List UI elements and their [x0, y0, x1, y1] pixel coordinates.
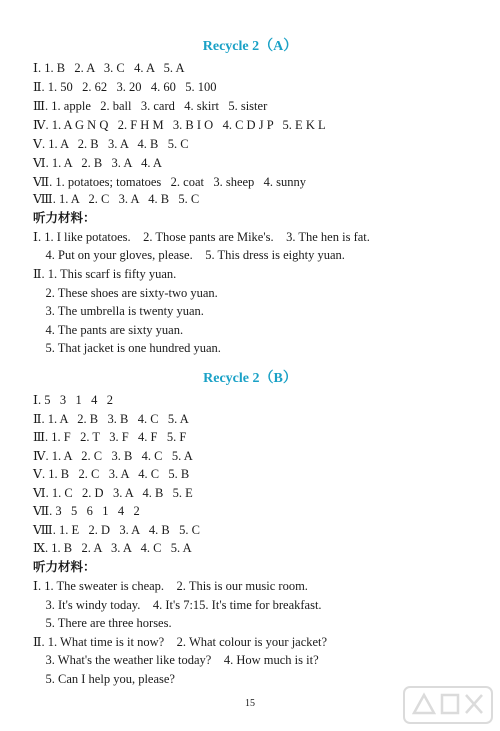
section-a-answer-7: Ⅶ. 1. potatoes; tomatoes 2. coat 3. sheep 4. sunny — [33, 175, 307, 189]
watermark-logo-icon — [402, 683, 494, 727]
section-a-listening-line: Ⅱ. 1. This scarf is fifty yuan. — [33, 267, 177, 281]
section-a-listening-line: 2. These shoes are sixty-two yuan. — [33, 286, 218, 300]
section-a-answer-6: Ⅵ. 1. A 2. B 3. A 4. A — [33, 156, 162, 170]
section-b-answer-4: Ⅳ. 1. A 2. C 3. B 4. C 5. A — [33, 449, 193, 463]
section-a-title: Recycle 2（A） — [202, 39, 298, 54]
section-b-listening-header: 听力材料： — [33, 559, 96, 574]
section-b-answer-1: Ⅰ. 5 3 1 4 2 — [33, 393, 113, 407]
section-a-listening-line: 4. The pants are sixty yuan. — [33, 323, 184, 337]
section-a-answer-1: Ⅰ. 1. B 2. A 3. C 4. A 5. A — [33, 61, 185, 75]
section-b-answer-8: Ⅷ. 1. E 2. D 3. A 4. B 5. C — [33, 523, 200, 537]
section-b-listening-line: 5. There are three horses. — [33, 616, 172, 630]
section-b-answer-7: Ⅶ. 3 5 6 1 4 2 — [33, 504, 140, 518]
section-b-listening-line: Ⅰ. 1. The sweater is cheap. 2. This is our music room. — [33, 579, 308, 593]
section-a-answer-8: Ⅷ. 1. A 2. C 3. A 4. B 5. C — [33, 192, 200, 206]
section-b-answer-5: Ⅴ. 1. B 2. C 3. A 4. C 5. B — [33, 467, 190, 481]
section-a-answer-5: Ⅴ. 1. A 2. B 3. A 4. B 5. C — [33, 137, 189, 151]
section-a-listening-header: 听力材料： — [33, 210, 96, 225]
section-a-answer-3: Ⅲ. 1. apple 2. ball 3. card 4. skirt 5. sister — [33, 99, 268, 113]
section-b-listening-line: 3. It's windy today. 4. It's 7:15. It's time for breakfast. — [33, 598, 322, 612]
section-a-listening-line: Ⅰ. 1. I like potatoes. 2. Those pants are Mike's. 3. The hen is fat. — [33, 230, 370, 244]
section-b-title: Recycle 2（B） — [203, 371, 297, 386]
section-b-answer-3: Ⅲ. 1. F 2. T 3. F 4. F 5. F — [33, 430, 187, 444]
section-b-answer-6: Ⅵ. 1. C 2. D 3. A 4. B 5. E — [33, 486, 193, 500]
section-a-listening-line: 3. The umbrella is twenty yuan. — [33, 304, 204, 318]
section-b-answer-9: Ⅸ. 1. B 2. A 3. A 4. C 5. A — [33, 541, 192, 555]
page-number: 15 — [245, 698, 255, 709]
section-b-listening-line: 5. Can I help you, please? — [33, 672, 175, 686]
section-b-listening-line: 3. What's the weather like today? 4. How much is it? — [33, 653, 319, 667]
section-a-listening-line: 4. Put on your gloves, please. 5. This dress is eighty yuan. — [33, 248, 345, 262]
section-a-listening-line: 5. That jacket is one hundred yuan. — [33, 341, 221, 355]
section-b-listening-line: Ⅱ. 1. What time is it now? 2. What colour is your jacket? — [33, 635, 328, 649]
section-a-answer-2: Ⅱ. 1. 50 2. 62 3. 20 4. 60 5. 100 — [33, 80, 217, 94]
section-b-answer-2: Ⅱ. 1. A 2. B 3. B 4. C 5. A — [33, 412, 189, 426]
section-a-answer-4: Ⅳ. 1. A G N Q 2. F H M 3. B I O 4. C D J P 5. E K L — [33, 118, 326, 132]
